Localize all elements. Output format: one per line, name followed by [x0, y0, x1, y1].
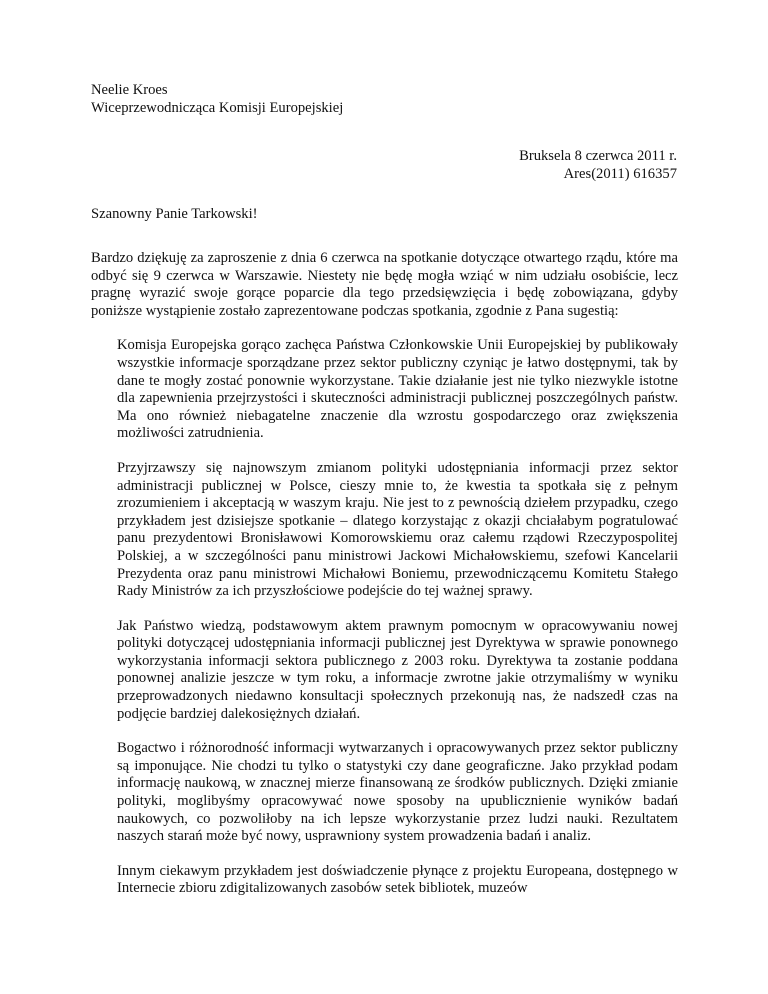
- quoted-statement: [117, 337, 678, 898]
- salutation: Szanowny Panie Tarkowski!: [91, 206, 258, 222]
- place-date: Bruksela 8 czerwca 2011 r.: [519, 148, 677, 164]
- letter-body: [91, 250, 678, 915]
- quote-paragraph: Innym ciekawym przykładem jest doświadczenie płynące z projektu Europeana, dostępnego w Internecie zbioru zdigitalizowanych zasobów setek bibliotek, muzeów: [117, 862, 678, 897]
- quote-paragraph: Jak Państwo wiedzą, podstawowym aktem prawnym pomocnym w opracowywaniu nowej polityki dotyczącej udostępniania informacji publicznej jest Dyrektywa w sprawie ponownego wykorzystania informacji sektora publicznego z 2003 roku. Dyrektywa ta zostanie poddana ponownej analizie jeszcze w tym roku, a informacje zwrotne jakie otrzymaliśmy w wyniku przeprowadzonych niedawno konsultacji społecznych przekonują nas, że nadszedł czas na podjęcie bardziej dalekosiężnych działań.: [117, 617, 678, 722]
- quote-paragraph: Przyjrzawszy się najnowszym zmianom polityki udostępniania informacji przez sektor administracji publicznej w Polsce, cieszy mnie to, że kwestia ta spotkała się z pełnym zrozumieniem i akceptacją w waszym kraju. Nie jest to z pewnością dziełem przypadku, czego przykładem jest dzisiejsze spotkanie – dlatego korzystając z okazji chciałabym pogratulować panu prezydentowi Bronisławowi Komorowskiemu oraz całemu rządowi Rzeczypospolitej Polskiej, a w szczególności panu ministrowi Jackowi Michałowskiemu, szefowi Kancelarii Prezydenta oraz panu ministrowi Michałowi Boniemu, przewodniczącemu Komitetu Stałego Rady Ministrów za ich przyszłościowe podejście do tej ważnej sprawy.: [117, 459, 678, 600]
- sender-block: [91, 82, 591, 117]
- sender-name: Neelie Kroes: [91, 82, 168, 98]
- reference-number: Ares(2011) 616357: [563, 165, 677, 182]
- date-reference-block: [380, 148, 677, 183]
- quote-paragraph: Komisja Europejska gorąco zachęca Państwa Członkowskie Unii Europejskiej by publikowały wszystkie informacje sporządzane przez sektor publiczny czyniąc je łatwo dostępnymi, tak by dane te mogły zostać ponownie wykorzystane. Takie działanie jest nie tylko niezwykle istotne dla zapewnienia przejrzystości i skuteczności administracji publicznej poszczególnych państw. Ma ono również niebagatelne znaczenie dla wzrostu gospodarczego oraz zwiększenia możliwości zatrudnienia.: [117, 337, 678, 442]
- quote-paragraph: Bogactwo i różnorodność informacji wytwarzanych i opracowywanych przez sektor publiczny są imponujące. Nie chodzi tu tylko o statystyki czy dane geograficzne. Jako przykład podam informację naukową, w znacznej mierze finansowaną ze środków publicznych. Dzięki zmianie polityki, moglibyśmy opracowywać nowe sposoby na upublicznienie wyników badań naukowych, co pozwoliłoby na ich lepsze wykorzystanie przez ludzi nauki. Rezultatem naszych starań może być nowy, usprawniony system prowadzenia badań i analiz.: [117, 740, 678, 845]
- sender-title: Wiceprzewodnicząca Komisji Europejskiej: [91, 99, 344, 116]
- intro-paragraph: Bardzo dziękuję za zaproszenie z dnia 6 czerwca na spotkanie dotyczące otwartego rządu, które ma odbyć się 9 czerwca w Warszawie. Niestety nie będę mogła wziąć w nim udziału osobiście, lecz pragnę wyrazić swoje gorące poparcie dla tego przedsięwzięcia i będę zobowiązana, gdyby poniższe wystąpienie zostało zaprezentowane podczas spotkania, zgodnie z Pana sugestią:: [91, 250, 678, 319]
